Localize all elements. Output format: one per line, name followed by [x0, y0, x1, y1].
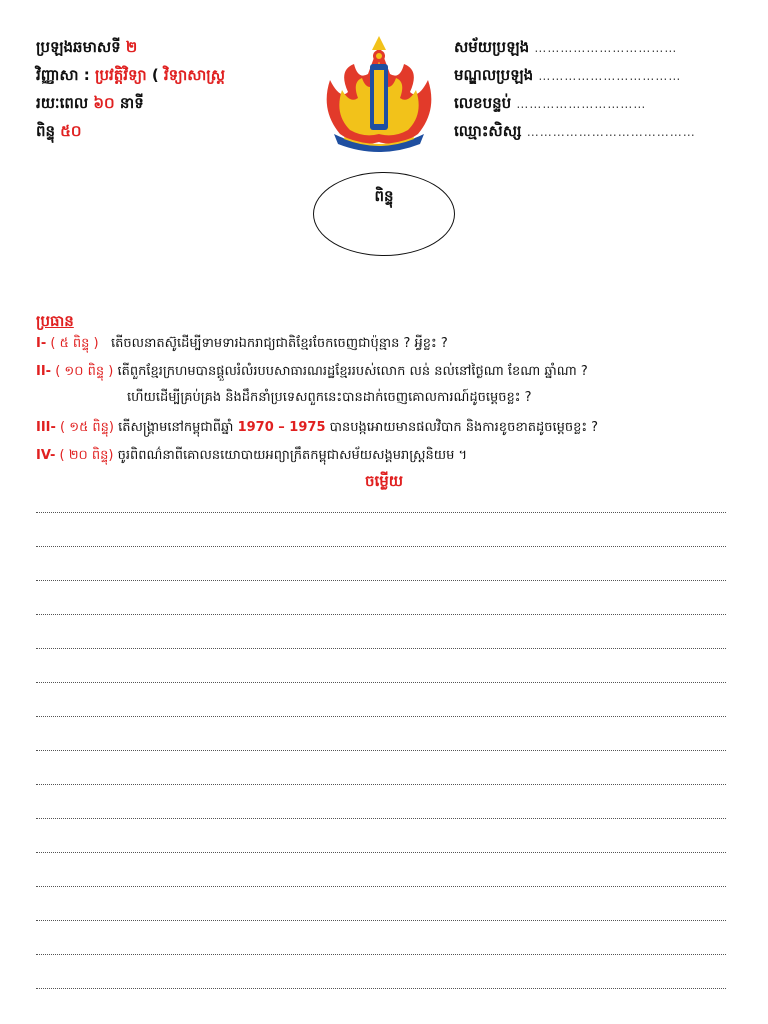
- question-3: [36, 418, 598, 438]
- question-4: [36, 446, 467, 466]
- question-number: III-: [36, 420, 56, 435]
- subject-name: ប្រវត្តិវិទ្យា: [95, 66, 147, 84]
- duration-value: ៦០: [93, 94, 115, 112]
- answer-line[interactable]: [36, 648, 726, 649]
- score-box-label: ពិន្ទុ: [374, 187, 394, 205]
- subject-stream: វិទ្យាសាស្ត្រ: [163, 66, 225, 84]
- exam-center-dots[interactable]: ……………………………: [538, 69, 682, 83]
- answer-line[interactable]: [36, 852, 726, 853]
- answer-title: ចម្លើយ: [364, 472, 404, 490]
- table-number-label: លេខបន្ទប់: [454, 94, 512, 112]
- answer-line[interactable]: [36, 580, 726, 581]
- table-number-dots[interactable]: …………………………: [516, 97, 647, 111]
- question-2: [36, 362, 588, 382]
- score-line: [36, 120, 82, 142]
- duration-unit: នាទី: [119, 94, 144, 112]
- exam-date-field: [454, 36, 677, 59]
- student-name-field: [454, 120, 696, 143]
- answer-line[interactable]: [36, 818, 726, 819]
- question-text-end: បានបង្កអោយមានផលវិបាក និងការខូចខាតដូចម្តេចខ្លះ ?: [329, 420, 599, 435]
- exam-date-label: សម័យប្រឡង: [454, 38, 530, 56]
- answer-line[interactable]: [36, 716, 726, 717]
- question-text: តើពួកខ្មែរក្រហមបានផ្តួលរំលំរបបសាធារណរដ្ឋខ្មែររបស់លោក លន់ នល់នៅថ្ងៃណា ខែណា ឆ្នាំណា ?: [117, 364, 588, 379]
- question-text: តើសង្គ្រាមនៅកម្ពុជាពីឆ្នាំ: [118, 420, 234, 435]
- exam-number: ២: [125, 38, 138, 56]
- student-name-label: ឈ្មោះសិស្ស: [454, 122, 522, 140]
- question-text: តើចលនាតស៊ូដើម្បីទាមទារឯករាជ្យជាតិខ្មែរចែកចេញជាប៉ុន្មាន ? អ្វីខ្លះ ?: [111, 336, 448, 351]
- answer-line[interactable]: [36, 750, 726, 751]
- answer-line[interactable]: [36, 546, 726, 547]
- answer-line[interactable]: [36, 682, 726, 683]
- answer-line[interactable]: [36, 512, 726, 513]
- duration-line: [36, 92, 144, 114]
- answer-line[interactable]: [36, 920, 726, 921]
- score-box[interactable]: [313, 172, 455, 256]
- question-years: 1970 – 1975: [237, 420, 326, 435]
- question-text: ចូរពិពណ៌នាពីគោលនយោបាយអព្យាក្រឹតកម្ពុជាសម័យសង្គមរាស្ត្រនិយម ។: [117, 448, 468, 463]
- section-title: ប្រធាន: [36, 312, 74, 330]
- exam-center-label: មណ្ឌលប្រឡង: [454, 66, 534, 84]
- student-name-dots[interactable]: …………………………………: [526, 125, 696, 139]
- subject-paren: (: [151, 66, 159, 84]
- question-number: II-: [36, 364, 52, 379]
- answer-line[interactable]: [36, 784, 726, 785]
- cambodia-ministry-emblem: [320, 30, 438, 154]
- subject-line: [36, 64, 225, 86]
- exam-center-field: [454, 64, 681, 87]
- answer-line[interactable]: [36, 886, 726, 887]
- question-points: ( ២០ ពិន្ទុ): [59, 448, 114, 463]
- question-points: ( ១០ ពិន្ទុ ): [55, 364, 114, 379]
- question-points: ( ១៥ ពិន្ទុ): [60, 420, 115, 435]
- question-points: ( ៥ ពិន្ទុ ): [50, 336, 99, 351]
- score-label: ពិន្ទុ: [36, 122, 56, 140]
- answer-line[interactable]: [36, 954, 726, 955]
- score-value: ៥០: [60, 122, 82, 140]
- question-number: I-: [36, 336, 47, 351]
- subject-label: វិញ្ញាសា :: [36, 66, 90, 84]
- question-1: [36, 334, 448, 354]
- exam-date-dots[interactable]: ……………………………: [534, 41, 678, 55]
- question-text-continued: ហើយដើម្បីគ្រប់គ្រង និងដឹកនាំប្រទេសពួកនេះបានដាក់ចេញគោលការណ៍ដូចម្តេចខ្លះ ?: [127, 390, 532, 405]
- exam-label: ប្រឡងឆមាសទី: [36, 38, 121, 56]
- question-number: IV-: [36, 448, 56, 463]
- duration-label: រយៈពេល: [36, 94, 89, 112]
- answer-line[interactable]: [36, 614, 726, 615]
- table-number-field: [454, 92, 646, 115]
- question-2-continued: [127, 388, 532, 408]
- exam-title: [36, 36, 137, 58]
- answer-line[interactable]: [36, 988, 726, 989]
